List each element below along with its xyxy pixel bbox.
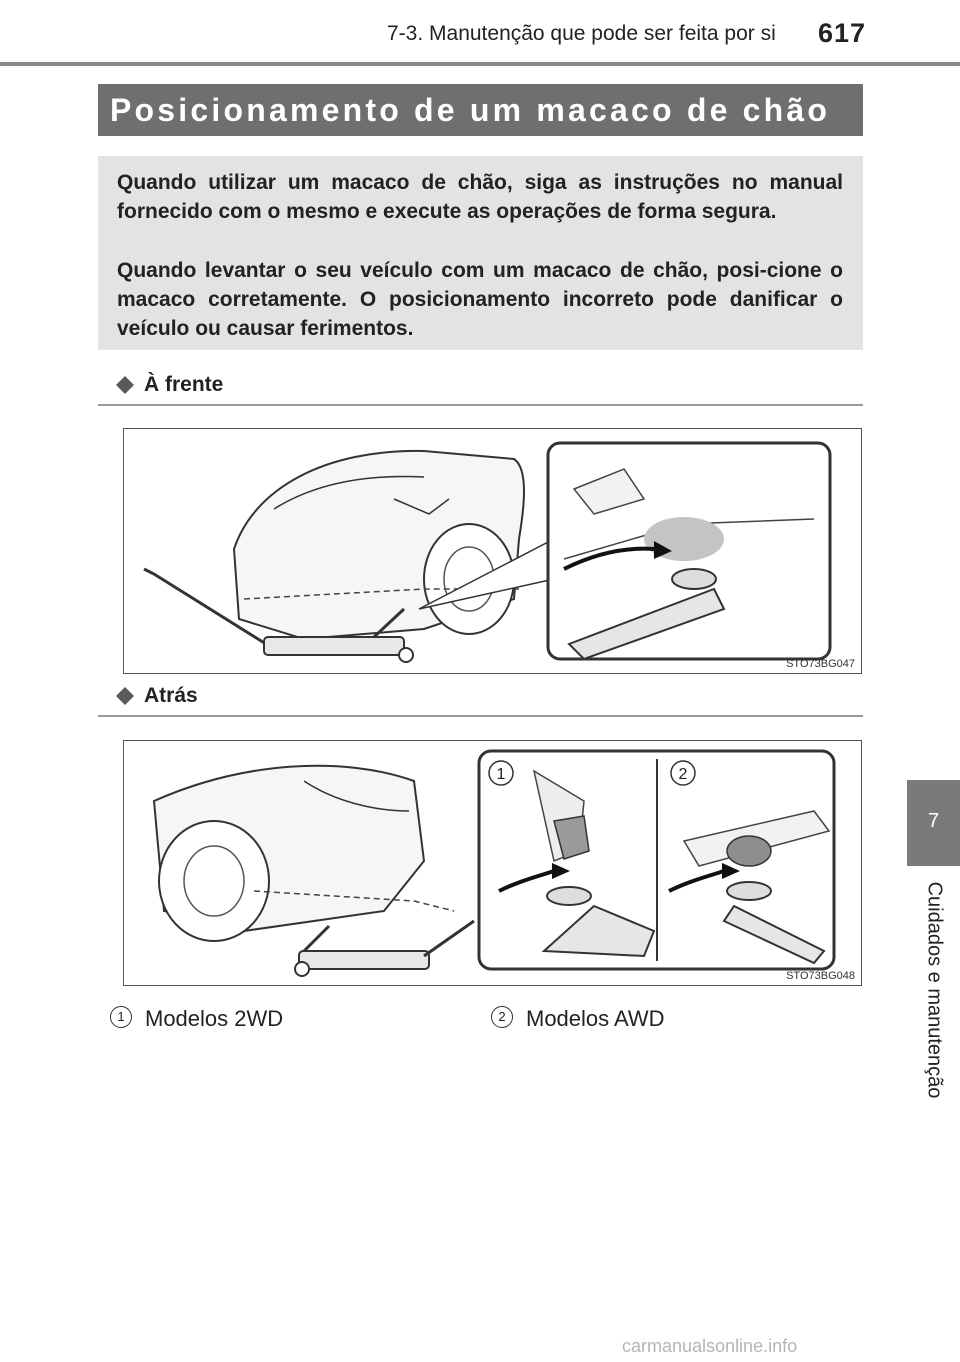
figure-rear-jack-point [123, 740, 862, 986]
intro-paragraph-2: Quando levantar o seu veículo com um macaco de chão, posi-cione o macaco corretamente. O posicionamento incorreto pode danificar o veículo ou causar ferimentos. [117, 259, 843, 340]
page-title: Posicionamento de um macaco de chão [110, 92, 831, 128]
figure-code-front: STO73BG047 [786, 658, 855, 670]
page-header [0, 0, 960, 66]
callout-1-label: 1 [496, 766, 506, 783]
front-jacking-illustration [124, 429, 863, 675]
car-rear-wheel [159, 821, 269, 941]
figure-front-jack-point [123, 428, 862, 674]
section-label-front: À frente [144, 373, 224, 396]
chapter-label-area [907, 870, 960, 1110]
jack-wheel [399, 648, 413, 662]
section-divider-front [98, 404, 863, 406]
callout-2-label: 2 [678, 766, 688, 783]
rear-jacking-illustration [124, 741, 863, 987]
jack-saddle-2wd [547, 887, 591, 905]
jack-saddle-awd [727, 882, 771, 900]
page-number: 617 [818, 18, 867, 48]
jack-handle [424, 921, 474, 956]
jack-saddle [672, 569, 716, 589]
header-section-title: 7-3. Manutenção que pode ser feita por si [387, 22, 776, 45]
intro-paragraph-1: Quando utilizar um macaco de chão, siga as instruções no manual fornecido com o mesmo e execute as operações de forma segura. [117, 171, 843, 223]
jack-wheel [295, 962, 309, 976]
legend-number-2: 2 [491, 1006, 513, 1028]
chapter-number: 7 [927, 810, 940, 832]
jack-base [264, 637, 404, 655]
diamond-bullet-icon [116, 376, 134, 394]
intro-box [98, 156, 863, 350]
legend-number-1: 1 [110, 1006, 132, 1028]
legend-text-2wd: Modelos 2WD [145, 1006, 284, 1031]
section-divider-rear [98, 715, 863, 717]
page-title-bar [98, 84, 863, 136]
header-divider [0, 62, 960, 66]
section-label-rear: Atrás [144, 684, 198, 707]
diamond-bullet-icon [116, 687, 134, 705]
chapter-title: Cuidados e manutenção [923, 881, 945, 1099]
jack-base [299, 951, 429, 969]
jack-arm [304, 926, 329, 951]
chapter-tab [907, 780, 960, 866]
watermark: carmanualsonline.info [622, 1336, 798, 1356]
jack-point-awd [727, 836, 771, 866]
legend-text-awd: Modelos AWD [526, 1006, 665, 1031]
figure-code-rear: STO73BG048 [786, 970, 855, 982]
